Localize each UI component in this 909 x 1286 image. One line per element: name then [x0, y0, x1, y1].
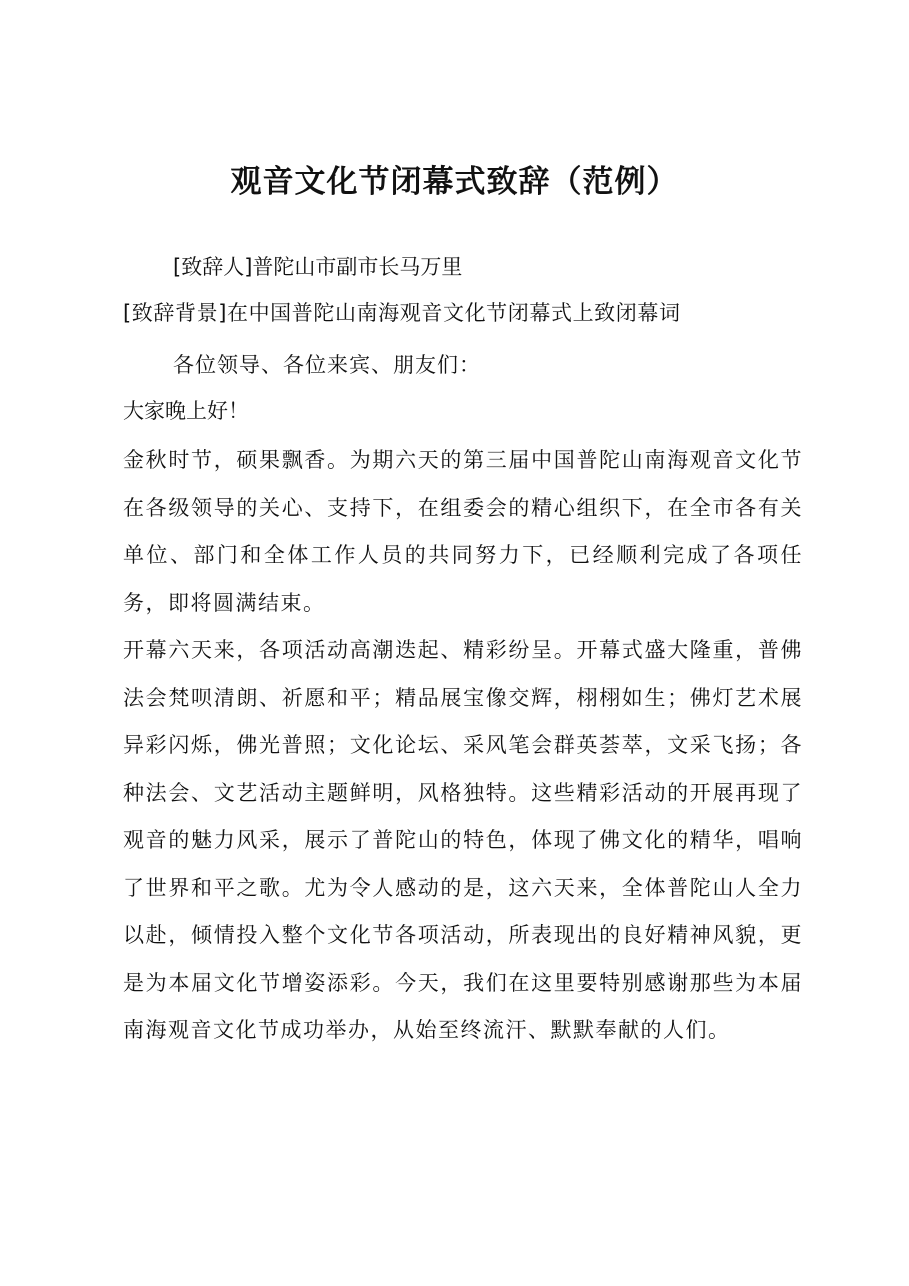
greeting-line: 大家晚上好！	[123, 399, 249, 423]
background-line: [致辞背景]在中国普陀山南海观音文化节闭幕式上致闭幕词	[123, 301, 681, 325]
paragraph-2: 开幕六天来，各项活动高潮迭起、精彩纷呈。开幕式盛大隆重，普佛法会梵呗清朗、祈愿和平；精品展宝像交辉，栩栩如生；佛灯艺术展异彩闪烁，佛光普照；文化论坛、采风笔会群英荟萃，文采飞扬；各种法会、文艺活动主题鲜明，风格独特。这些精彩活动的开展再现了观音的魅力风采，展示了普陀山的特色，体现了佛文化的精华，唱响了世界和平之歌。尤为令人感动的是，这六天来，全体普陀山人全力以赴，倾情投入整个文化节各项活动，所表现出的良好精神风貌，更是为本届文化节增姿添彩。今天，我们在这里要特别感谢那些为本届南海观音文化节成功举办，从始至终流汗、默默奉献的人们。	[123, 638, 803, 1042]
salutation-line: 各位领导、各位来宾、朋友们：	[173, 353, 481, 377]
paragraph-1: 金秋时节，硕果飘香。为期六天的第三届中国普陀山南海观音文化节在各级领导的关心、支持下，在组委会的精心组织下，在全市各有关单位、部门和全体工作人员的共同努力下，已经顺利完成了各项任务，即将圆满结束。	[123, 448, 803, 615]
speaker-line: [致辞人]普陀山市副市长马万里	[173, 255, 463, 279]
document-title: 观音文化节闭幕式致辞（范例）	[230, 164, 679, 200]
